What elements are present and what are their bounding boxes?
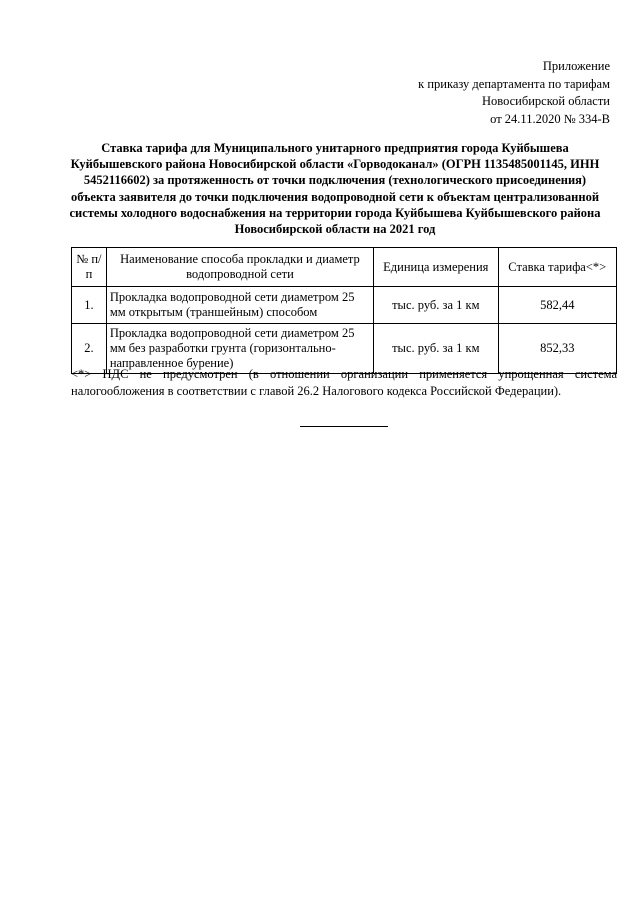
- cell-method: Прокладка водопроводной сети диаметром 25 мм открытым (траншейным) способом: [106, 287, 373, 324]
- cell-unit: тыс. руб. за 1 км: [374, 287, 498, 324]
- header-rate: Ставка тарифа<*>: [498, 248, 617, 287]
- document-title: Ставка тарифа для Муниципального унитарного предприятия города Куйбышева Куйбышевского района Новосибирской области «Горводоканал» (ОГРН 1135485001145, ИНН 5452116602) за протяженность от точки подключения (технологического присоединения) объекта заявителя до точки подключения водопроводной сети к объектам централизованной системы холодного водоснабжения на территории города Куйбышева Куйбышевского района Новосибирской области на 2021 год: [69, 141, 601, 237]
- end-divider-line: [300, 426, 388, 427]
- cell-number: 1.: [72, 287, 107, 324]
- appendix-block: [418, 58, 610, 128]
- appendix-label: Приложение: [542, 59, 610, 73]
- cell-rate: 852,33: [498, 324, 617, 374]
- vat-footnote: <*> НДС не предусмотрен (в отношении организации применяется упрощенная система налогообложения в соответствии с главой 26.2 Налогового кодекса Российской Федерации).: [71, 367, 617, 398]
- appendix-order-ref: к приказу департамента по тарифам: [418, 76, 610, 91]
- cell-unit: тыс. руб. за 1 км: [374, 324, 498, 374]
- tariff-table: [71, 247, 617, 374]
- cell-method: Прокладка водопроводной сети диаметром 25 мм без разработки грунта (горизонтально-направленное бурение): [106, 324, 373, 374]
- appendix-region: Новосибирской области: [481, 94, 610, 108]
- cell-number: 2.: [72, 324, 107, 374]
- table-row: [72, 287, 617, 324]
- table-header-row: [72, 248, 617, 287]
- header-number: № п/п: [72, 248, 107, 287]
- header-method: Наименование способа прокладки и диаметр водопроводной сети: [106, 248, 373, 287]
- cell-rate: 582,44: [498, 287, 617, 324]
- header-unit: Единица измерения: [374, 248, 498, 287]
- appendix-date-number: от 24.11.2020 № 334-В: [490, 111, 610, 126]
